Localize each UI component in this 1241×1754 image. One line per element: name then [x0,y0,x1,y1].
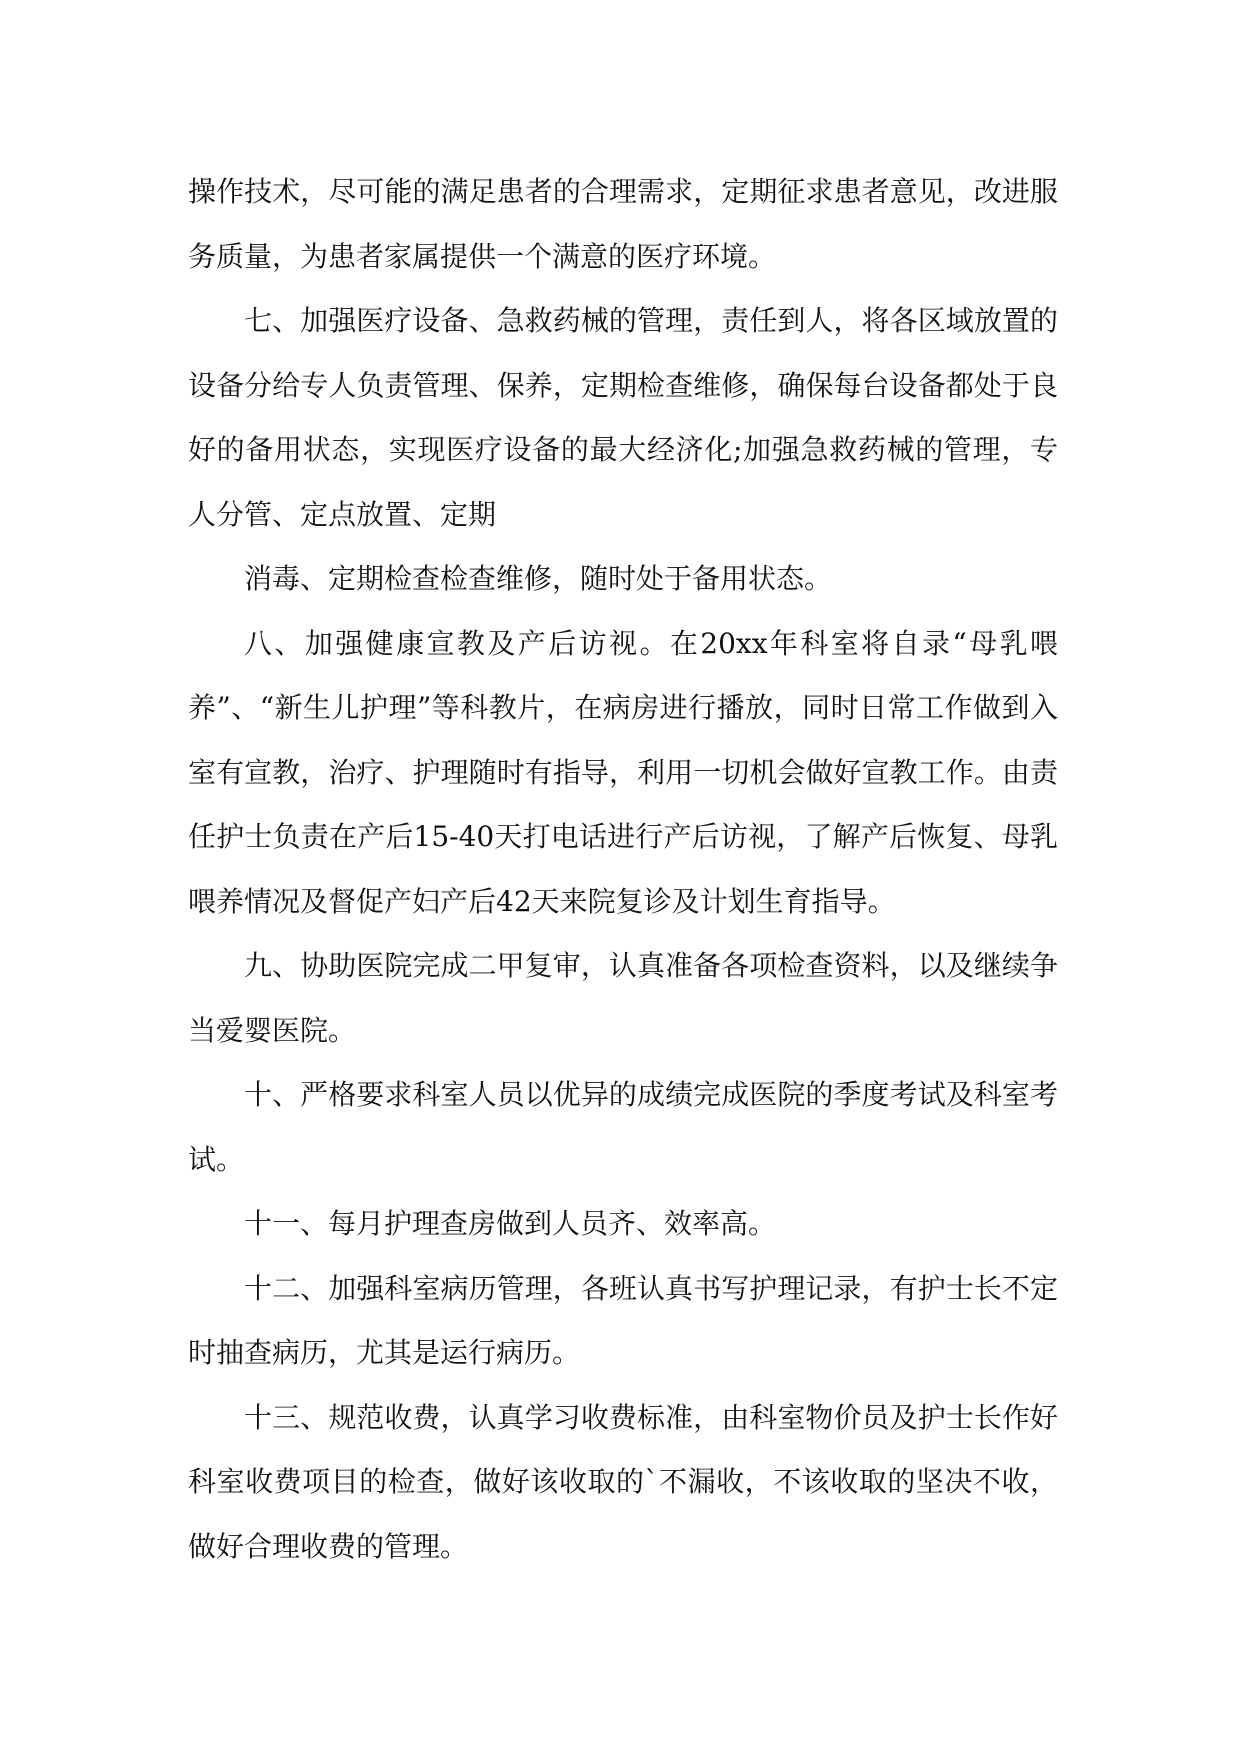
paragraph-item-7-continued: 消毒、定期检查检查维修，随时处于备用状态。 [244,562,833,595]
paragraph-item-10-exams: 十、严格要求科室人员以优异的成绩完成医院的季度考试及科室考试。 [188,1078,1058,1176]
paragraph-item-8-health-education: 八、加强健康宣教及产后访视。在20xx年科室将自录“母乳喂养”、“新生儿护理”等科教片，在病房进行播放，同时日常工作做到入室有宣教，治疗、护理随时有指导，利用一切机会做好宣教工作。由责任护士负责在产后15-40天打电话进行产后访视，了解产后恢复、母乳喂养情况及督促产妇产后42天来院复诊及计划生育指导。 [188,626,1058,918]
paragraph-item-11-ward-rounds: 十一、每月护理查房做到人员齐、效率高。 [244,1207,777,1240]
paragraph-service-quality: 操作技术，尽可能的满足患者的合理需求，定期征求患者意见，改进服务质量，为患者家属提供一个满意的医疗环境。 [188,175,1058,273]
paragraph-item-12-records: 十二、加强科室病历管理，各班认真书写护理记录，有护士长不定时抽查病历，尤其是运行病历。 [188,1271,1058,1369]
document-body [188,160,1058,1579]
paragraph-item-7-equipment: 七、加强医疗设备、急救药械的管理，责任到人，将各区域放置的设备分给专人负责管理、保养，定期检查维修，确保每台设备都处于良好的备用状态，实现医疗设备的最大经济化;加强急救药械的管理，专人分管、定点放置、定期 [188,304,1058,531]
paragraph-item-9-review: 九、协助医院完成二甲复审，认真准备各项检查资料，以及继续争当爱婴医院。 [188,949,1058,1047]
paragraph-item-13-billing: 十三、规范收费，认真学习收费标准，由科室物价员及护士长作好科室收费项目的检查，做好该收取的`不漏收，不该收取的坚决不收，做好合理收费的管理。 [188,1400,1058,1563]
